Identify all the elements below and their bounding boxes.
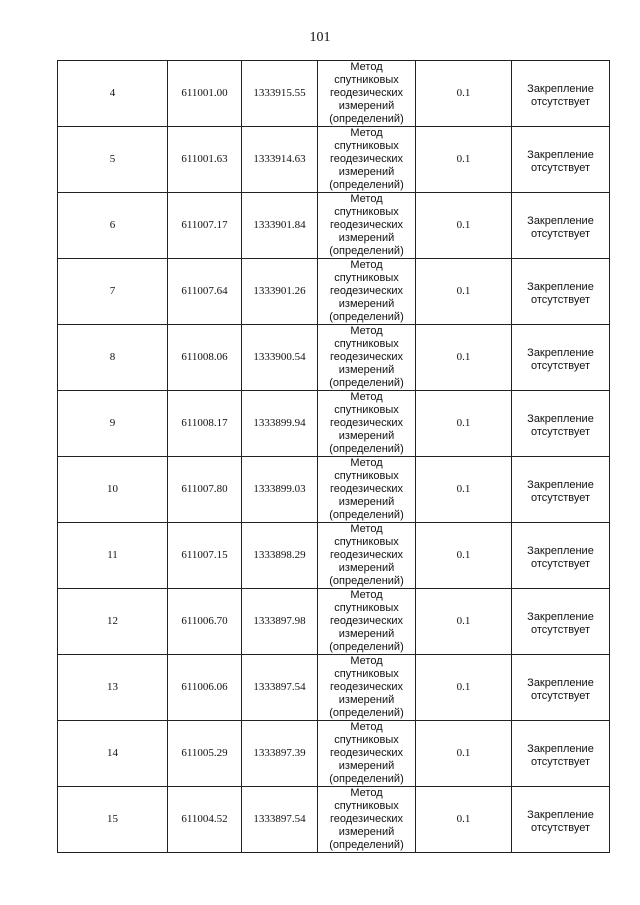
x-coordinate-cell [168, 721, 242, 787]
point-number-cell [58, 391, 168, 457]
fixing-cell [512, 127, 610, 193]
method-text: Метод спутниковых геодезических измерений (определений) [329, 127, 404, 191]
point-number-cell [58, 457, 168, 523]
accuracy-value: 0.1 [456, 615, 471, 627]
table-row [58, 655, 610, 721]
fixing-cell [512, 391, 610, 457]
fixing-text: Закрепление отсутствует [527, 742, 594, 768]
table-row [58, 61, 610, 127]
point-number-cell [58, 787, 168, 853]
x-coordinate: 611007.17 [181, 219, 228, 231]
x-coordinate: 611006.06 [181, 681, 228, 693]
point-number: 11 [107, 549, 118, 561]
y-coordinate: 1333897.98 [253, 615, 306, 627]
accuracy-value: 0.1 [456, 87, 471, 99]
method-cell [318, 61, 416, 127]
x-coordinate-cell [168, 589, 242, 655]
point-number-cell [58, 589, 168, 655]
accuracy-cell [416, 589, 512, 655]
method-cell [318, 391, 416, 457]
y-coordinate-cell [242, 259, 318, 325]
point-number: 13 [107, 681, 118, 693]
y-coordinate-cell [242, 457, 318, 523]
y-coordinate: 1333900.54 [253, 351, 306, 363]
point-number: 5 [109, 153, 116, 165]
fixing-text: Закрепление отсутствует [527, 478, 594, 504]
point-number: 4 [109, 87, 116, 99]
fixing-cell [512, 655, 610, 721]
accuracy-value: 0.1 [456, 747, 471, 759]
y-coordinate-cell [242, 589, 318, 655]
x-coordinate: 611008.06 [181, 351, 228, 363]
table-row [58, 391, 610, 457]
point-number-cell [58, 61, 168, 127]
y-coordinate-cell [242, 391, 318, 457]
x-coordinate: 611007.15 [181, 549, 228, 561]
table-row [58, 193, 610, 259]
method-cell [318, 457, 416, 523]
accuracy-cell [416, 325, 512, 391]
y-coordinate-cell [242, 61, 318, 127]
method-text: Метод спутниковых геодезических измерений (определений) [329, 325, 404, 389]
accuracy-cell [416, 61, 512, 127]
point-number: 7 [109, 285, 116, 297]
y-coordinate: 1333898.29 [253, 549, 306, 561]
page-number: 101 [309, 30, 331, 45]
y-coordinate-cell [242, 127, 318, 193]
fixing-cell [512, 787, 610, 853]
point-number: 14 [107, 747, 118, 759]
fixing-text: Закрепление отсутствует [527, 148, 594, 174]
y-coordinate-cell [242, 523, 318, 589]
accuracy-value: 0.1 [456, 417, 471, 429]
x-coordinate: 611008.17 [181, 417, 228, 429]
point-number-cell [58, 259, 168, 325]
table-row [58, 787, 610, 853]
y-coordinate: 1333914.63 [253, 153, 306, 165]
x-coordinate-cell [168, 457, 242, 523]
x-coordinate: 611007.80 [181, 483, 228, 495]
y-coordinate-cell [242, 655, 318, 721]
fixing-text: Закрепление отсутствует [527, 544, 594, 570]
method-cell [318, 787, 416, 853]
y-coordinate: 1333897.54 [253, 813, 306, 825]
table-row [58, 523, 610, 589]
method-text: Метод спутниковых геодезических измерений (определений) [329, 787, 404, 851]
y-coordinate: 1333899.03 [253, 483, 306, 495]
accuracy-value: 0.1 [456, 219, 471, 231]
accuracy-cell [416, 127, 512, 193]
x-coordinate-cell [168, 655, 242, 721]
method-text: Метод спутниковых геодезических измерений (определений) [329, 61, 404, 125]
point-number: 12 [107, 615, 118, 627]
accuracy-cell [416, 457, 512, 523]
method-cell [318, 193, 416, 259]
accuracy-value: 0.1 [456, 351, 471, 363]
fixing-cell [512, 589, 610, 655]
coordinates-table [57, 60, 610, 853]
fixing-cell [512, 193, 610, 259]
accuracy-cell [416, 193, 512, 259]
y-coordinate-cell [242, 721, 318, 787]
fixing-text: Закрепление отсутствует [527, 82, 594, 108]
point-number-cell [58, 325, 168, 391]
y-coordinate: 1333915.55 [253, 87, 306, 99]
x-coordinate-cell [168, 127, 242, 193]
y-coordinate: 1333901.26 [253, 285, 306, 297]
fixing-text: Закрепление отсутствует [527, 346, 594, 372]
accuracy-cell [416, 259, 512, 325]
point-number: 15 [107, 813, 118, 825]
fixing-text: Закрепление отсутствует [527, 676, 594, 702]
fixing-text: Закрепление отсутствует [527, 808, 594, 834]
table-row [58, 325, 610, 391]
accuracy-cell [416, 721, 512, 787]
method-cell [318, 589, 416, 655]
fixing-text: Закрепление отсутствует [527, 412, 594, 438]
fixing-cell [512, 259, 610, 325]
fixing-cell [512, 325, 610, 391]
x-coordinate: 611005.29 [181, 747, 228, 759]
y-coordinate-cell [242, 193, 318, 259]
x-coordinate-cell [168, 787, 242, 853]
y-coordinate: 1333899.94 [253, 417, 306, 429]
fixing-text: Закрепление отсутствует [527, 280, 594, 306]
x-coordinate-cell [168, 61, 242, 127]
accuracy-value: 0.1 [456, 813, 471, 825]
x-coordinate-cell [168, 193, 242, 259]
point-number: 10 [107, 483, 118, 495]
accuracy-value: 0.1 [456, 549, 471, 561]
table-row [58, 589, 610, 655]
table-row [58, 259, 610, 325]
fixing-cell [512, 457, 610, 523]
method-text: Метод спутниковых геодезических измерений (определений) [329, 589, 404, 653]
accuracy-cell [416, 787, 512, 853]
method-cell [318, 325, 416, 391]
point-number-cell [58, 655, 168, 721]
method-text: Метод спутниковых геодезических измерений (определений) [329, 457, 404, 521]
x-coordinate-cell [168, 523, 242, 589]
x-coordinate: 611006.70 [181, 615, 228, 627]
point-number-cell [58, 193, 168, 259]
table-row [58, 127, 610, 193]
accuracy-cell [416, 655, 512, 721]
fixing-cell [512, 523, 610, 589]
accuracy-value: 0.1 [456, 483, 471, 495]
accuracy-value: 0.1 [456, 681, 471, 693]
point-number-cell [58, 721, 168, 787]
table-row [58, 457, 610, 523]
accuracy-value: 0.1 [456, 153, 471, 165]
y-coordinate: 1333901.84 [253, 219, 306, 231]
table-row [58, 721, 610, 787]
y-coordinate-cell [242, 325, 318, 391]
method-cell [318, 721, 416, 787]
x-coordinate-cell [168, 259, 242, 325]
point-number-cell [58, 127, 168, 193]
fixing-text: Закрепление отсутствует [527, 214, 594, 240]
x-coordinate: 611004.52 [181, 813, 228, 825]
y-coordinate: 1333897.39 [253, 747, 306, 759]
fixing-cell [512, 721, 610, 787]
x-coordinate-cell [168, 391, 242, 457]
x-coordinate: 611001.00 [181, 87, 228, 99]
method-text: Метод спутниковых геодезических измерений (определений) [329, 523, 404, 587]
accuracy-cell [416, 523, 512, 589]
point-number: 9 [109, 417, 116, 429]
method-text: Метод спутниковых геодезических измерений (определений) [329, 259, 404, 323]
method-text: Метод спутниковых геодезических измерений (определений) [329, 391, 404, 455]
x-coordinate: 611001.63 [181, 153, 228, 165]
method-cell [318, 259, 416, 325]
x-coordinate-cell [168, 325, 242, 391]
accuracy-value: 0.1 [456, 285, 471, 297]
fixing-text: Закрепление отсутствует [527, 610, 594, 636]
x-coordinate: 611007.64 [181, 285, 228, 297]
coordinates-table-body [58, 61, 610, 853]
y-coordinate: 1333897.54 [253, 681, 306, 693]
accuracy-cell [416, 391, 512, 457]
method-text: Метод спутниковых геодезических измерений (определений) [329, 655, 404, 719]
method-cell [318, 127, 416, 193]
fixing-cell [512, 61, 610, 127]
method-cell [318, 655, 416, 721]
point-number: 8 [109, 351, 116, 363]
method-text: Метод спутниковых геодезических измерений (определений) [329, 721, 404, 785]
method-text: Метод спутниковых геодезических измерений (определений) [329, 193, 404, 257]
method-cell [318, 523, 416, 589]
point-number: 6 [109, 219, 116, 231]
y-coordinate-cell [242, 787, 318, 853]
point-number-cell [58, 523, 168, 589]
